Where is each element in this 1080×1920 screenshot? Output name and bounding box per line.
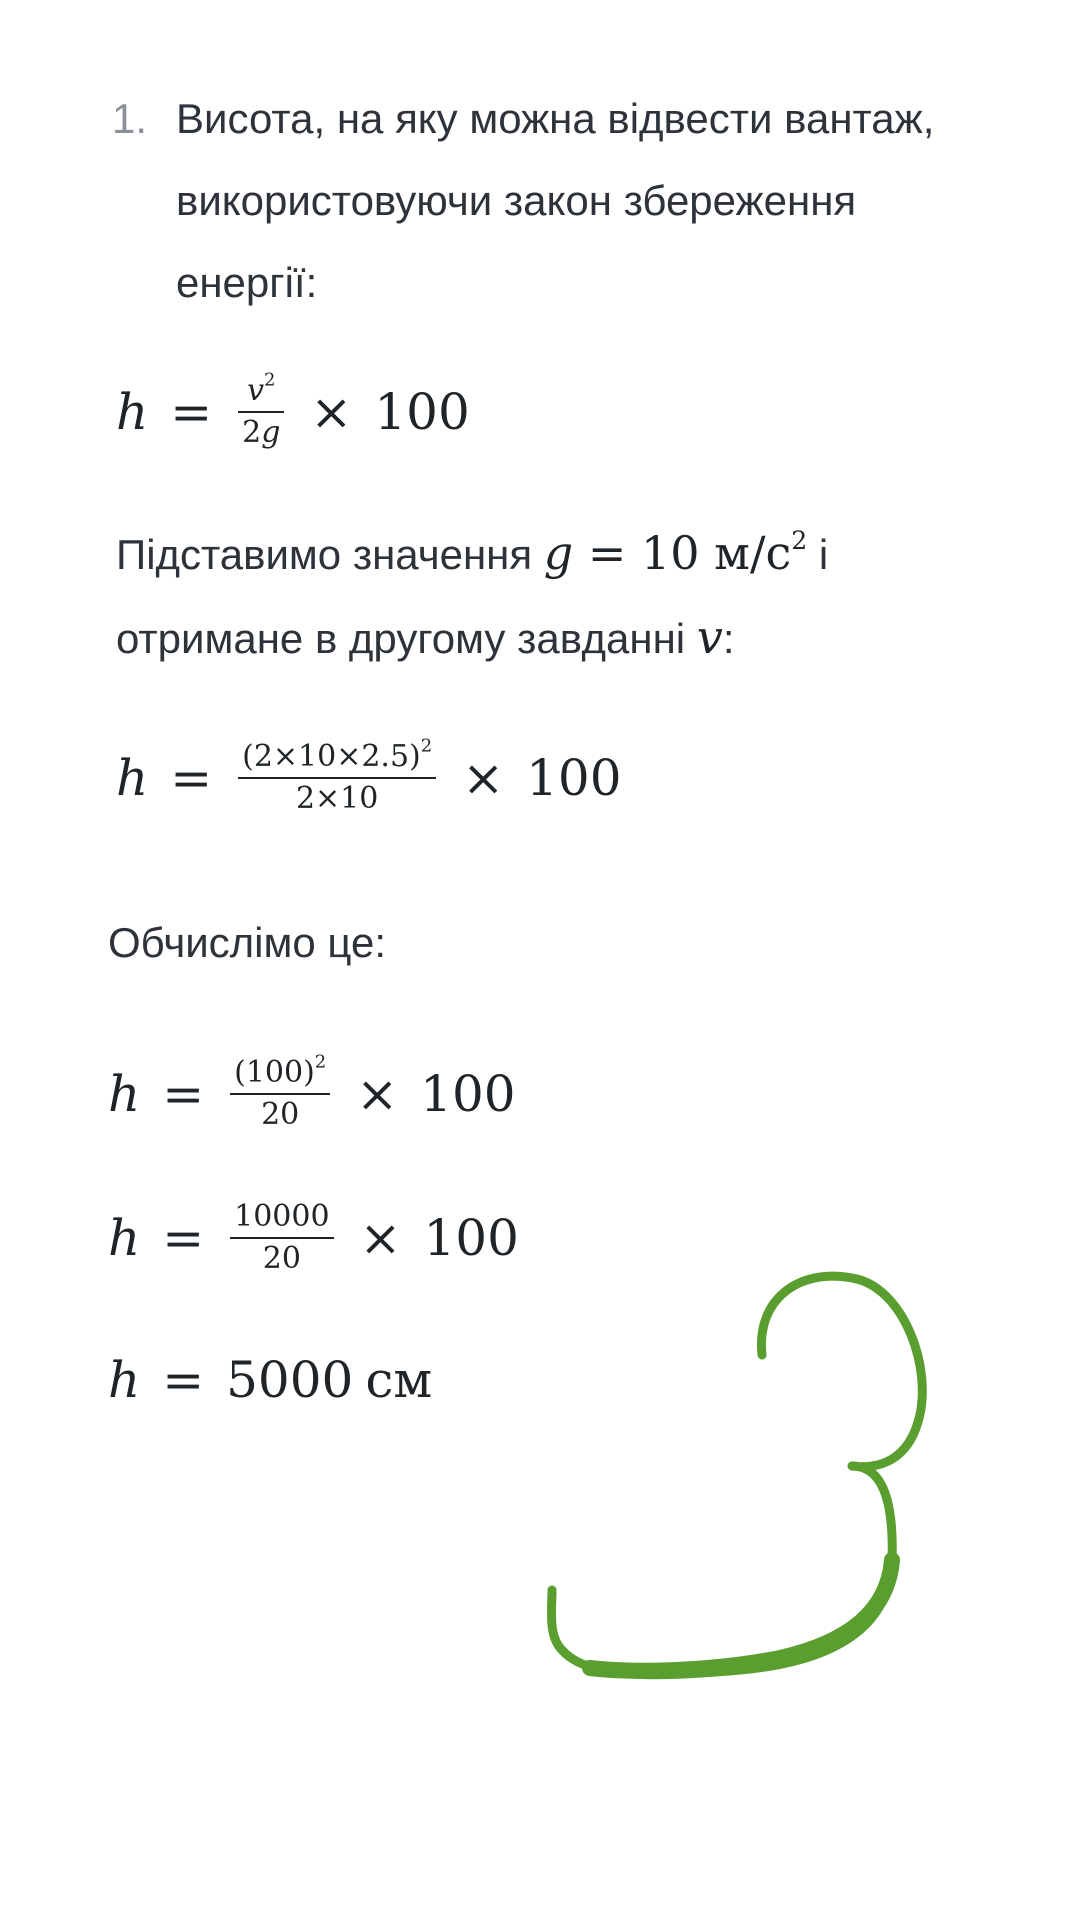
formula-fraction	[230, 1199, 333, 1277]
fraction-bar	[230, 1093, 330, 1095]
list-number: 1.	[112, 95, 148, 142]
formula-factor: 100	[526, 749, 622, 807]
formula-height-result	[108, 1330, 432, 1430]
compute-label: Обчислімо це:	[108, 919, 387, 966]
formula-lhs: h	[116, 749, 149, 807]
fraction-numerator: $v^2$	[247, 369, 276, 408]
result-unit: см	[365, 1351, 433, 1409]
formula-lhs: h	[108, 1065, 141, 1123]
fraction-bar	[238, 777, 436, 779]
g-value: 10	[641, 526, 700, 580]
g-symbol: g	[543, 526, 574, 580]
fraction-bar	[230, 1237, 333, 1239]
substitution-paragraph	[116, 512, 996, 680]
fraction-denominator: 20	[261, 1097, 300, 1132]
formula-factor: 100	[420, 1065, 516, 1123]
formula-lhs: h	[116, 383, 149, 441]
formula-times: ×	[356, 1065, 399, 1123]
handwritten-grade-mark	[530, 1270, 960, 1710]
formula-height-substituted	[116, 728, 622, 828]
formula-times: ×	[462, 749, 505, 807]
fraction-denominator: 20	[262, 1241, 301, 1276]
v-symbol: v	[696, 610, 723, 664]
formula-factor: 100	[374, 383, 470, 441]
ordered-list-item	[112, 78, 972, 324]
formula-height-general	[116, 362, 470, 462]
formula-height-step-1	[108, 1044, 516, 1144]
paragraph-line-1: Підставимо значення g = 10 $м/с^2$ і	[116, 525, 829, 580]
fraction-denominator: 2×10	[295, 781, 379, 816]
formula-times: ×	[310, 383, 353, 441]
formula-equals: =	[170, 749, 213, 807]
formula-height-step-2	[108, 1188, 519, 1288]
formula-fraction	[230, 1051, 330, 1133]
formula-lhs: h	[108, 1209, 141, 1267]
fraction-numerator: $(2\times 10\times 2.5)^2$	[242, 735, 433, 774]
fraction-numerator: $(100)^2$	[234, 1051, 327, 1090]
formula-lhs: h	[108, 1351, 141, 1409]
formula-times: ×	[359, 1209, 402, 1267]
formula-equals: =	[170, 383, 213, 441]
result-value: 5000	[226, 1351, 354, 1409]
g-unit: м/с	[699, 526, 792, 580]
formula-equals: =	[162, 1351, 205, 1409]
fraction-numerator: 10000	[234, 1199, 330, 1234]
list-item-text: Висота, на яку можна відвести вантаж, використовуючи закон збереження енергії:	[176, 95, 935, 306]
formula-fraction	[238, 369, 284, 451]
paragraph-line-2: отримане в другому завданні v:	[116, 610, 735, 664]
formula-factor: 100	[423, 1209, 519, 1267]
fraction-bar	[238, 411, 284, 413]
fraction-denominator: 2g	[242, 415, 281, 450]
formula-fraction	[238, 735, 436, 817]
formula-equals: =	[162, 1209, 205, 1267]
formula-equals: =	[162, 1065, 205, 1123]
